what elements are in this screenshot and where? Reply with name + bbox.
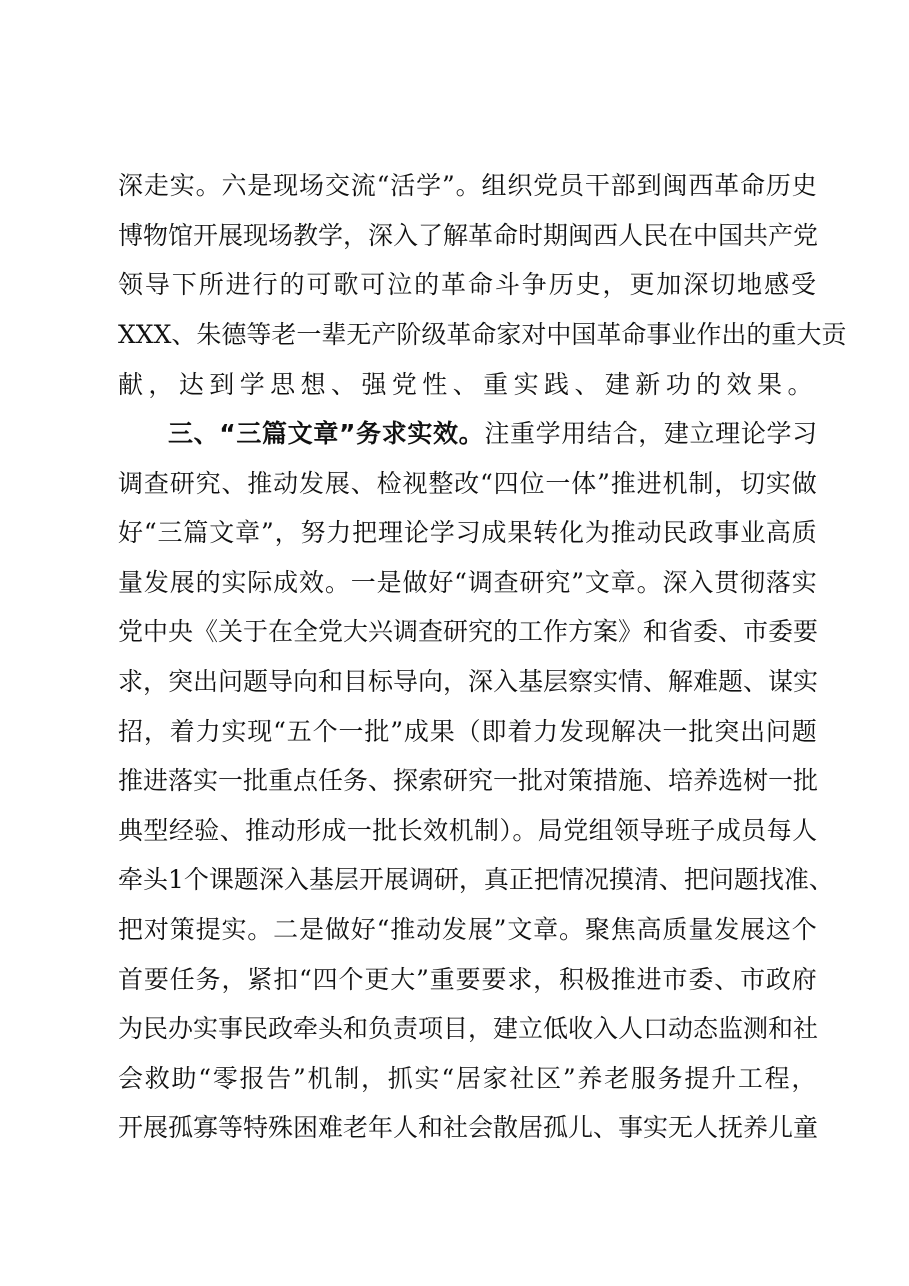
text-line [0,906,909,954]
text-line [0,261,909,309]
text-line-content: 调查研究、推动发展、检视整改“四位一体”推进机制，切实做 [118,469,818,498]
text-line-content: 献，达到学思想、强党性、重实践、建新功的效果。 [118,370,818,399]
text-line-content: 为民办实事民政牵头和负责项目，建立低收入人口动态监测和社 [118,1014,819,1043]
text-line-content: 把对策提实。二是做好“推动发展”文章。聚焦高质量发展这个 [118,915,818,944]
text-line [0,162,909,210]
text-line [0,757,909,805]
text-line-content: 量发展的实际成效。一是做好“调查研究”文章。深入贯彻落实 [118,568,818,597]
text-line [0,856,909,904]
text-line-content: 牵头1个课题深入基层开展调研，真正把情况摸清、把问题找准、 [118,865,834,894]
text-line [0,807,909,855]
text-line-content: 招，着力实现“五个一批”成果（即着力发现解决一批突出问题 [118,717,818,746]
section-three-first-line [0,410,909,458]
text-line-content: 推进落实一批重点任务、探索研究一批对策措施、培养选树一批 [118,766,819,795]
text-line [0,509,909,557]
text-line-content: 会救助“零报告”机制，抓实“居家社区”养老服务提升工程， [118,1064,819,1093]
text-line-content: 党中央《关于在全党大兴调查研究的工作方案》和省委、市委要 [118,617,819,646]
text-line [0,608,909,656]
text-line-content: 求，突出问题导向和目标导向，深入基层察实情、解难题、谋实 [118,667,819,696]
text-line [0,361,909,409]
text-line [0,212,909,260]
text-line [0,1005,909,1053]
text-line [0,708,909,756]
text-line [0,956,909,1004]
text-line [0,1104,909,1152]
text-line [0,460,909,508]
text-line-content: 好“三篇文章”，努力把理论学习成果转化为推动民政事业高质 [118,518,818,547]
text-line [0,559,909,607]
text-line-content: 注重学用结合，建立理论学习 [484,419,818,448]
text-line-content: 领导下所进行的可歌可泣的革命斗争历史，更加深切地感受 [118,270,818,299]
text-line-content: 深走实。六是现场交流“活学”。组织党员干部到闽西革命历史 [118,171,818,200]
text-line-content: 开展孤寡等特殊困难老年人和社会散居孤儿、事实无人抚养儿童 [118,1113,819,1142]
text-line-content: 博物馆开展现场教学，深入了解革命时期闽西人民在中国共产党 [118,221,819,250]
text-line [0,1055,909,1103]
text-line-content: XXX、朱德等老一辈无产阶级革命家对中国革命事业作出的重大贡 [118,320,847,349]
section-heading: 三、“三篇文章”务求实效。 [168,419,485,448]
text-line [0,311,909,359]
text-line-content: 典型经验、推动形成一批长效机制）。局党组领导班子成员每人 [118,816,818,845]
text-line [0,658,909,706]
text-line-content: 首要任务，紧扣“四个更大”重要要求，积极推进市委、市政府 [118,965,818,994]
